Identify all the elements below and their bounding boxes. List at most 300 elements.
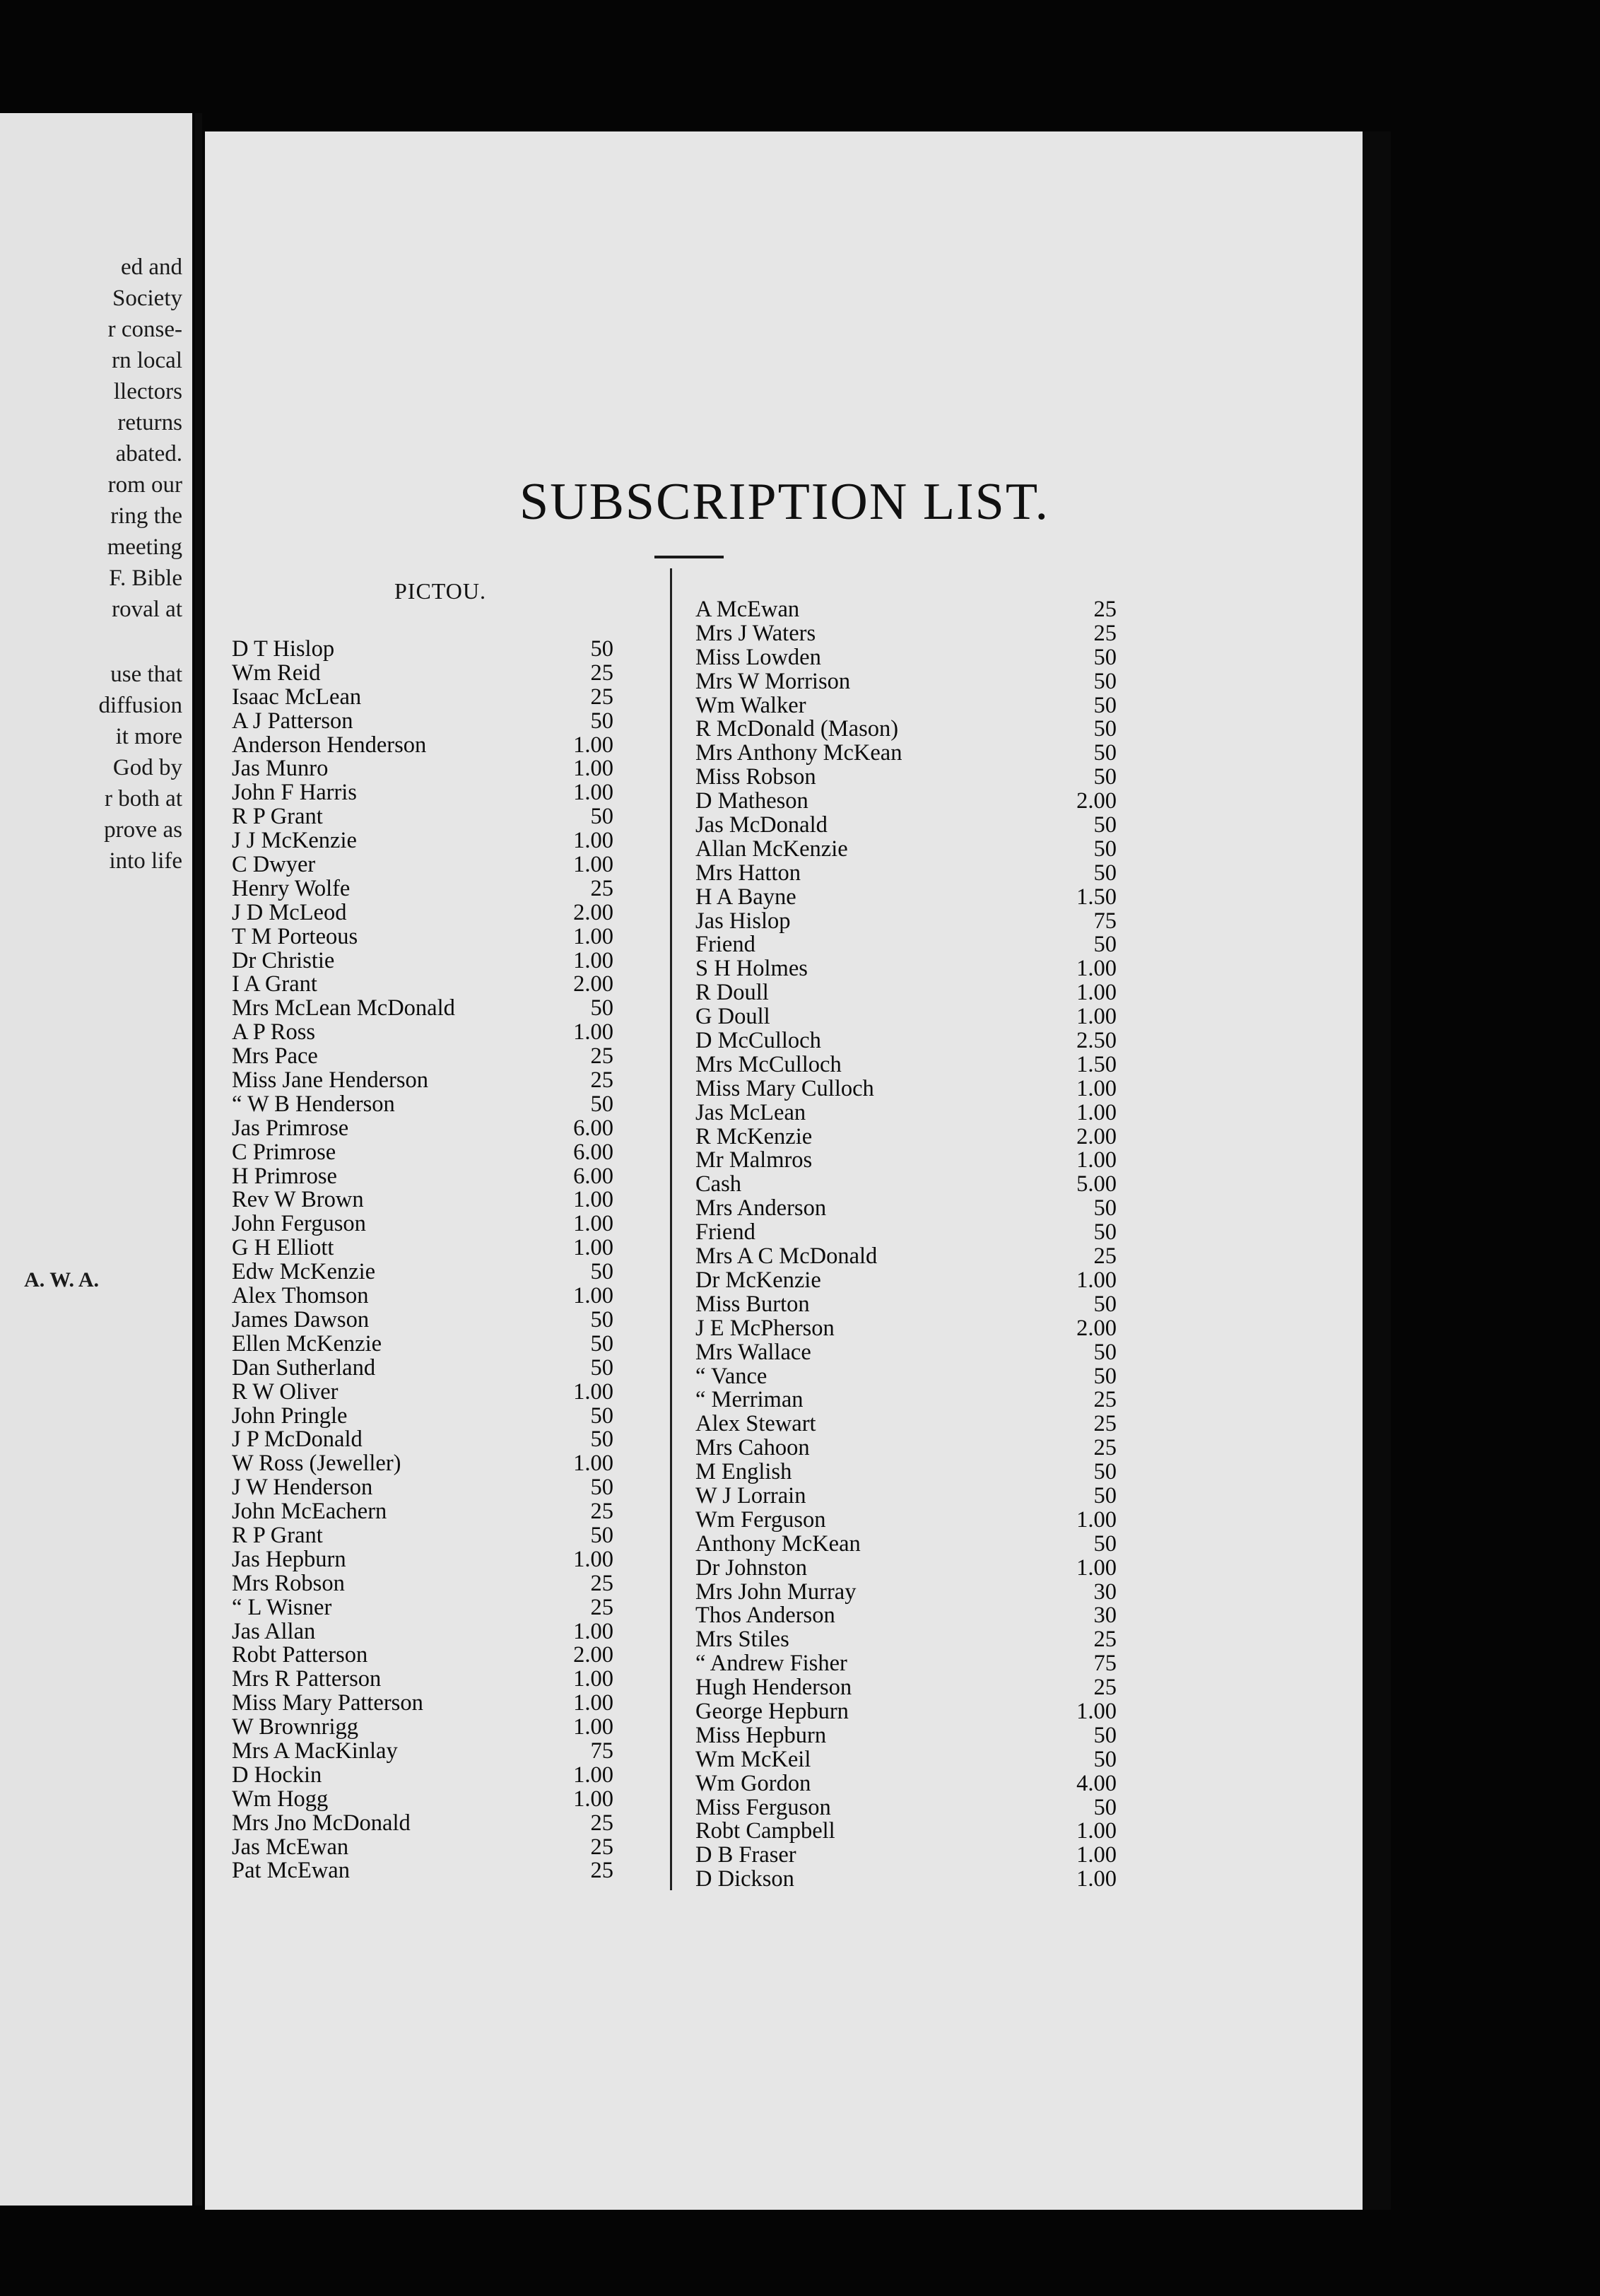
subscription-amount: 50 — [590, 804, 613, 830]
subscription-amount: 50 — [1093, 668, 1117, 694]
subscriber-name: W Ross (Jeweller) — [232, 1451, 401, 1477]
subscription-amount: 50 — [1093, 716, 1117, 742]
subscription-amount: 50 — [1093, 860, 1117, 886]
facing-page-text-fragment: rn local — [112, 348, 182, 373]
subscriber-name: Mrs Anthony McKean — [695, 740, 902, 766]
subscriber-name: S H Holmes — [695, 956, 808, 982]
facing-page-text-fragment: abated. — [115, 441, 182, 467]
subscription-amount: 50 — [1093, 764, 1117, 790]
subscriber-name: Mrs J Waters — [695, 620, 816, 646]
subscription-amount: 50 — [1093, 1363, 1117, 1389]
subscriber-name: Mrs A C McDonald — [695, 1243, 878, 1270]
subscriber-name: John McEachern — [232, 1499, 387, 1525]
subscriber-name: T M Porteous — [232, 923, 358, 949]
subscription-amount: 50 — [1093, 1530, 1117, 1557]
subscriber-entry — [232, 708, 628, 732]
subscriber-name: Wm Reid — [232, 660, 321, 686]
subscriber-name: R P Grant — [232, 1522, 323, 1548]
subscriber-name: Allan McKenzie — [695, 836, 848, 862]
subscription-amount: 1.00 — [1076, 1147, 1117, 1173]
subscriber-entry — [695, 1747, 1134, 1771]
subscriber-name: Mr Malmros — [695, 1147, 813, 1173]
subscriber-name: Edw McKenzie — [232, 1259, 376, 1285]
subscriber-name: Mrs Wallace — [695, 1339, 811, 1365]
subscriber-entry — [232, 1619, 628, 1643]
subscriber-name: Cash — [695, 1171, 741, 1197]
subscriber-name: D B Fraser — [695, 1842, 796, 1868]
subscriber-name: A P Ross — [232, 1019, 316, 1046]
subscriber-name: Isaac McLean — [232, 684, 362, 710]
subscription-amount: 1.00 — [573, 1211, 613, 1237]
subscriber-entry — [232, 971, 628, 995]
subscription-amount: 25 — [590, 1043, 613, 1070]
subscription-amount: 1.00 — [573, 1666, 613, 1692]
subscription-amount: 1.00 — [1076, 1554, 1117, 1581]
subscription-amount: 25 — [1093, 1387, 1117, 1413]
subscriber-name: Henry Wolfe — [232, 875, 351, 901]
subscriber-entry — [232, 995, 628, 1019]
subscriber-name: Robt Campbell — [695, 1818, 835, 1844]
subscriber-list-column-1 — [232, 636, 628, 1882]
subscriber-name: Mrs A MacKinlay — [232, 1738, 398, 1764]
subscriber-entry — [695, 956, 1134, 980]
subscriber-name: A McEwan — [695, 597, 800, 622]
subscriber-name: R P Grant — [232, 804, 323, 830]
subscriber-name: Wm Gordon — [695, 1770, 811, 1796]
subscriber-name: Wm Ferguson — [695, 1506, 826, 1533]
subscription-amount: 25 — [1093, 1411, 1117, 1437]
subscription-amount: 1.00 — [573, 852, 613, 878]
subscriber-entry — [232, 1187, 628, 1211]
subscriber-entry — [695, 1603, 1134, 1627]
subscriber-entry — [232, 1211, 628, 1235]
subscriber-entry — [232, 1810, 628, 1834]
subscriber-name: James Dawson — [232, 1306, 370, 1332]
facing-page-text-fragment: roval at — [112, 597, 182, 622]
subscriber-entry — [695, 1171, 1134, 1195]
subscription-amount: 25 — [1093, 1627, 1117, 1653]
subscriber-entry — [232, 1571, 628, 1595]
subscriber-entry — [695, 1267, 1134, 1292]
subscription-amount: 25 — [1093, 620, 1117, 646]
subscriber-entry — [232, 948, 628, 972]
subscriber-name: Jas Primrose — [232, 1115, 349, 1141]
subscriber-name: Friend — [695, 932, 755, 958]
subscriber-entry — [695, 621, 1134, 645]
subscription-amount: 50 — [1093, 692, 1117, 718]
section-heading: PICTOU. — [394, 578, 486, 604]
subscriber-entry — [695, 1651, 1134, 1675]
subscriber-entry — [232, 1427, 628, 1451]
subscription-amount: 1.00 — [1076, 1506, 1117, 1533]
subscription-amount: 1.00 — [1076, 1818, 1117, 1844]
subscriber-name: Dr Christie — [232, 947, 335, 973]
subscriber-entry — [695, 932, 1134, 956]
subscriber-name: D Dickson — [695, 1866, 794, 1892]
subscriber-name: Miss Jane Henderson — [232, 1067, 429, 1094]
title-rule — [654, 556, 724, 558]
subscription-amount: 1.00 — [1076, 956, 1117, 982]
subscriber-entry — [232, 1235, 628, 1259]
subscriber-entry — [232, 684, 628, 708]
subscriber-entry — [232, 1355, 628, 1379]
subscriber-entry — [695, 740, 1134, 764]
subscriber-name: John Ferguson — [232, 1211, 366, 1237]
facing-page-text-fragment: returns — [117, 410, 182, 435]
subscriber-entry — [232, 1666, 628, 1690]
subscriber-name: D Hockin — [232, 1762, 322, 1788]
subscription-amount: 75 — [1093, 908, 1117, 934]
subscription-amount: 1.00 — [573, 1451, 613, 1477]
subscriber-entry — [695, 908, 1134, 932]
subscription-amount: 1.00 — [573, 1187, 613, 1213]
subscriber-name: Jas McLean — [695, 1099, 806, 1125]
subscription-amount: 1.00 — [1076, 1866, 1117, 1892]
subscription-amount: 50 — [1093, 644, 1117, 670]
subscriber-entry — [232, 1115, 628, 1140]
subscriber-name: Jas McEwan — [232, 1834, 349, 1860]
subscriber-entry — [232, 1738, 628, 1762]
subscription-amount: 25 — [590, 1499, 613, 1525]
page-title: SUBSCRIPTION LIST. — [519, 473, 1050, 531]
subscriber-entry — [695, 764, 1134, 788]
subscriber-entry — [695, 1866, 1134, 1890]
subscriber-entry — [232, 636, 628, 660]
subscriber-entry — [695, 1316, 1134, 1340]
subscription-amount: 6.00 — [573, 1115, 613, 1141]
subscription-amount: 50 — [590, 995, 613, 1021]
facing-page-text-fragment: llectors — [113, 379, 182, 404]
subscriber-entry — [695, 1004, 1134, 1028]
subscriber-entry — [695, 1028, 1134, 1052]
subscriber-entry — [232, 780, 628, 804]
subscriber-entry — [232, 828, 628, 852]
subscriber-entry — [695, 1076, 1134, 1100]
subscriber-entry — [695, 1219, 1134, 1246]
subscriber-entry — [695, 1507, 1134, 1531]
subscriber-name: R Doull — [695, 980, 769, 1006]
subscriber-name: John Pringle — [232, 1402, 348, 1429]
facing-page-text-fragment: r both at — [105, 786, 182, 812]
subscriber-name: Miss Burton — [695, 1291, 810, 1317]
subscription-amount: 2.00 — [1076, 1315, 1117, 1341]
subscription-amount: 50 — [590, 708, 613, 734]
subscription-amount: 25 — [590, 1810, 613, 1836]
subscriber-name: Mrs John Murray — [695, 1578, 857, 1605]
subscriber-entry — [695, 1340, 1134, 1364]
subscription-amount: 30 — [1093, 1603, 1117, 1629]
subscription-amount: 50 — [1093, 1722, 1117, 1748]
subscription-amount: 25 — [1093, 1675, 1117, 1701]
subscriber-name: Anderson Henderson — [232, 732, 427, 758]
subscription-amount: 25 — [590, 660, 613, 686]
subscriber-name: Dr McKenzie — [695, 1267, 821, 1293]
subscriber-entry — [695, 1147, 1134, 1171]
subscription-amount: 1.00 — [573, 1235, 613, 1261]
subscriber-name: Anthony McKean — [695, 1530, 861, 1557]
subscription-amount: 50 — [590, 1354, 613, 1381]
subscription-amount: 25 — [590, 1067, 613, 1094]
subscriber-name: George Hepburn — [695, 1698, 849, 1724]
subscriber-name: Mrs R Patterson — [232, 1666, 382, 1692]
subscription-amount: 2.00 — [573, 1642, 613, 1668]
subscriber-name: Jas Allan — [232, 1618, 316, 1644]
subscription-amount: 5.00 — [1076, 1171, 1117, 1197]
subscriber-entry — [232, 1762, 628, 1786]
subscriber-entry — [232, 924, 628, 948]
facing-page-text-fragment: prove as — [104, 817, 182, 843]
subscriber-name: Rev W Brown — [232, 1187, 364, 1213]
facing-page-text-fragment: use that — [110, 662, 182, 687]
subscriber-entry — [232, 1019, 628, 1046]
subscriber-entry — [695, 645, 1134, 669]
subscriber-name: W J Lorrain — [695, 1482, 806, 1509]
subscriber-name: Mrs Anderson — [695, 1195, 827, 1222]
subscriber-name: Wm Hogg — [232, 1786, 329, 1812]
column-rule-left — [195, 113, 202, 2206]
facing-page-text-fragment: ring the — [110, 503, 182, 529]
subscriber-entry — [695, 1842, 1134, 1866]
subscriber-entry — [695, 1818, 1134, 1842]
subscriber-name: Miss Robson — [695, 764, 816, 790]
subscriber-name: Jas Munro — [232, 756, 329, 782]
subscriber-name: Jas McDonald — [695, 812, 828, 838]
subscription-amount: 1.00 — [1076, 1842, 1117, 1868]
subscriber-entry — [232, 1690, 628, 1714]
subscriber-entry — [232, 1091, 628, 1115]
subscriber-entry — [695, 716, 1134, 740]
subscriber-entry — [232, 1595, 628, 1619]
subscription-amount: 1.00 — [1076, 1099, 1117, 1125]
subscription-amount: 1.00 — [573, 732, 613, 758]
subscription-amount: 50 — [590, 1475, 613, 1501]
facing-page — [0, 113, 192, 2206]
subscription-page — [205, 131, 1364, 2210]
facing-page-text-fragment: God by — [112, 755, 182, 780]
facing-page-text-fragment: meeting — [107, 534, 182, 560]
subscriber-entry — [232, 1786, 628, 1810]
subscription-amount: 25 — [590, 1594, 613, 1620]
subscriber-entry — [232, 732, 628, 756]
subscription-amount: 1.00 — [573, 780, 613, 806]
subscription-amount: 1.00 — [573, 1762, 613, 1788]
subscriber-name: John F Harris — [232, 780, 357, 806]
subscriber-name: Mrs Hatton — [695, 860, 801, 886]
subscription-amount: 1.00 — [1076, 1698, 1117, 1724]
subscriber-entry — [232, 1043, 628, 1070]
subscriber-name: Hugh Henderson — [695, 1675, 852, 1701]
facing-page-text-fragment: Society — [112, 286, 182, 311]
subscription-amount: 50 — [1093, 1291, 1117, 1317]
subscriber-name: D McCulloch — [695, 1028, 821, 1054]
subscriber-name: D T Hislop — [232, 636, 335, 662]
subscription-amount: 25 — [590, 1570, 613, 1596]
subscription-amount: 1.00 — [573, 756, 613, 782]
subscriber-entry — [695, 1411, 1134, 1435]
subscriber-entry — [232, 1140, 628, 1164]
subscriber-entry — [695, 1364, 1134, 1388]
subscriber-entry — [232, 756, 628, 780]
subscriber-entry — [232, 900, 628, 924]
subscriber-entry — [232, 1451, 628, 1475]
subscriber-name: Miss Mary Culloch — [695, 1075, 874, 1101]
subscription-amount: 50 — [590, 1330, 613, 1357]
facing-page-text-fragment: ed and — [120, 254, 182, 280]
subscriber-entry — [232, 1067, 628, 1094]
subscriber-name: Jas Hislop — [695, 908, 791, 934]
subscription-amount: 2.00 — [1076, 1123, 1117, 1149]
subscription-amount: 1.00 — [573, 923, 613, 949]
subscriber-entry — [695, 1459, 1134, 1483]
subscriber-entry — [232, 852, 628, 876]
subscriber-name: C Primrose — [232, 1139, 336, 1165]
subscriber-name: G H Elliott — [232, 1235, 334, 1261]
subscription-amount: 1.50 — [1076, 884, 1117, 910]
subscription-amount: 1.00 — [573, 1618, 613, 1644]
subscriber-name: Mrs W Morrison — [695, 668, 851, 694]
subscriber-name: Jas Hepburn — [232, 1546, 346, 1572]
subscriber-name: Robt Patterson — [232, 1642, 368, 1668]
subscriber-name: Dan Sutherland — [232, 1354, 376, 1381]
subscriber-name: “ Merriman — [695, 1387, 804, 1413]
subscription-amount: 50 — [1093, 1219, 1117, 1246]
subscription-amount: 50 — [590, 1402, 613, 1429]
subscriber-entry — [695, 669, 1134, 693]
subscriber-entry — [232, 1331, 628, 1355]
subscriber-name: D Matheson — [695, 788, 808, 814]
subscription-amount: 2.50 — [1076, 1028, 1117, 1054]
subscriber-name: Thos Anderson — [695, 1603, 835, 1629]
subscription-amount: 25 — [1093, 1243, 1117, 1270]
subscription-amount: 1.00 — [1076, 1004, 1117, 1030]
subscriber-entry — [232, 1283, 628, 1307]
subscription-amount: 1.00 — [573, 828, 613, 854]
subscriber-name: J W Henderson — [232, 1475, 373, 1501]
subscriber-name: Mrs Stiles — [695, 1627, 789, 1653]
subscriber-entry — [232, 1403, 628, 1427]
subscriber-entry — [695, 1292, 1134, 1316]
subscriber-list-column-2 — [695, 597, 1134, 1890]
subscriber-name: Mrs Jno McDonald — [232, 1810, 411, 1836]
subscriber-entry — [695, 1483, 1134, 1507]
subscription-amount: 50 — [590, 636, 613, 662]
subscriber-name: Miss Lowden — [695, 644, 821, 670]
subscriber-entry — [232, 1834, 628, 1858]
subscriber-entry — [695, 1435, 1134, 1459]
subscriber-name: M English — [695, 1459, 792, 1485]
subscription-amount: 1.00 — [573, 1714, 613, 1740]
subscriber-name: Alex Stewart — [695, 1411, 816, 1437]
subscription-amount: 50 — [590, 1259, 613, 1285]
subscriber-entry — [232, 1547, 628, 1571]
subscriber-name: Mrs McCulloch — [695, 1051, 842, 1077]
subscriber-name: Dr Johnston — [695, 1554, 807, 1581]
subscription-amount: 50 — [1093, 1195, 1117, 1222]
facing-page-text-fragment: F. Bible — [109, 566, 182, 591]
subscription-amount: 75 — [1093, 1651, 1117, 1677]
subscription-amount: 50 — [1093, 1746, 1117, 1772]
subscription-amount: 30 — [1093, 1578, 1117, 1605]
subscriber-name: H Primrose — [232, 1163, 337, 1189]
column-divider — [670, 568, 672, 1890]
subscription-amount: 50 — [1093, 1794, 1117, 1820]
subscription-amount: 25 — [590, 1858, 613, 1884]
subscriber-name: Wm McKeil — [695, 1746, 811, 1772]
subscriber-entry — [695, 788, 1134, 812]
subscriber-entry — [232, 804, 628, 828]
subscription-amount: 25 — [590, 684, 613, 710]
subscriber-name: J D McLeod — [232, 899, 347, 925]
subscriber-entry — [695, 1387, 1134, 1411]
subscription-amount: 50 — [1093, 1459, 1117, 1485]
subscription-amount: 4.00 — [1076, 1770, 1117, 1796]
subscriber-entry — [695, 980, 1134, 1004]
subscription-amount: 1.00 — [573, 1546, 613, 1572]
subscriber-entry — [695, 1243, 1134, 1270]
subscriber-name: R McDonald (Mason) — [695, 716, 899, 742]
subscriber-name: Mrs McLean McDonald — [232, 995, 455, 1021]
subscription-amount: 1.00 — [573, 1283, 613, 1309]
subscriber-name: A J Patterson — [232, 708, 353, 734]
subscriber-name: G Doull — [695, 1004, 770, 1030]
subscription-amount: 50 — [1093, 932, 1117, 958]
subscription-amount: 25 — [1093, 597, 1117, 622]
subscriber-entry — [232, 1523, 628, 1547]
subscriber-entry — [232, 1642, 628, 1666]
subscriber-name: Mrs Robson — [232, 1570, 345, 1596]
facing-page-text-fragment: into life — [109, 848, 182, 874]
subscription-amount: 50 — [1093, 740, 1117, 766]
subscription-amount: 1.00 — [573, 1019, 613, 1046]
subscriber-entry — [695, 1531, 1134, 1555]
subscriber-entry — [695, 1675, 1134, 1699]
subscriber-name: H A Bayne — [695, 884, 796, 910]
subscription-amount: 50 — [590, 1427, 613, 1453]
subscriber-entry — [695, 1100, 1134, 1124]
subscriber-entry — [695, 597, 1134, 621]
subscription-amount: 1.50 — [1076, 1051, 1117, 1077]
subscriber-name: “ Vance — [695, 1363, 767, 1389]
subscriber-name: Miss Mary Patterson — [232, 1690, 423, 1716]
subscriber-entry — [232, 1379, 628, 1403]
subscription-amount: 6.00 — [573, 1139, 613, 1165]
facing-page-text-fragment: r conse- — [107, 317, 182, 342]
subscriber-entry — [232, 660, 628, 684]
subscriber-entry — [695, 1579, 1134, 1603]
subscription-amount: 50 — [1093, 836, 1117, 862]
subscriber-name: W Brownrigg — [232, 1714, 359, 1740]
subscriber-name: “ W B Henderson — [232, 1091, 395, 1117]
subscriber-name: “ Andrew Fisher — [695, 1651, 847, 1677]
subscriber-entry — [695, 693, 1134, 717]
subscriber-entry — [695, 812, 1134, 836]
subscription-amount: 50 — [1093, 812, 1117, 838]
subscription-amount: 50 — [590, 1522, 613, 1548]
subscriber-entry — [695, 1723, 1134, 1747]
subscriber-name: Miss Hepburn — [695, 1722, 827, 1748]
subscriber-name: Pat McEwan — [232, 1858, 350, 1884]
subscriber-name: Mrs Pace — [232, 1043, 318, 1070]
subscription-amount: 50 — [590, 1306, 613, 1332]
subscriber-entry — [232, 1858, 628, 1882]
subscription-amount: 25 — [590, 875, 613, 901]
subscriber-entry — [695, 1795, 1134, 1819]
subscriber-name: J E McPherson — [695, 1315, 835, 1341]
subscriber-entry — [232, 1307, 628, 1331]
subscriber-entry — [232, 1714, 628, 1738]
subscription-amount: 1.00 — [573, 1786, 613, 1812]
subscriber-name: R W Oliver — [232, 1378, 339, 1405]
